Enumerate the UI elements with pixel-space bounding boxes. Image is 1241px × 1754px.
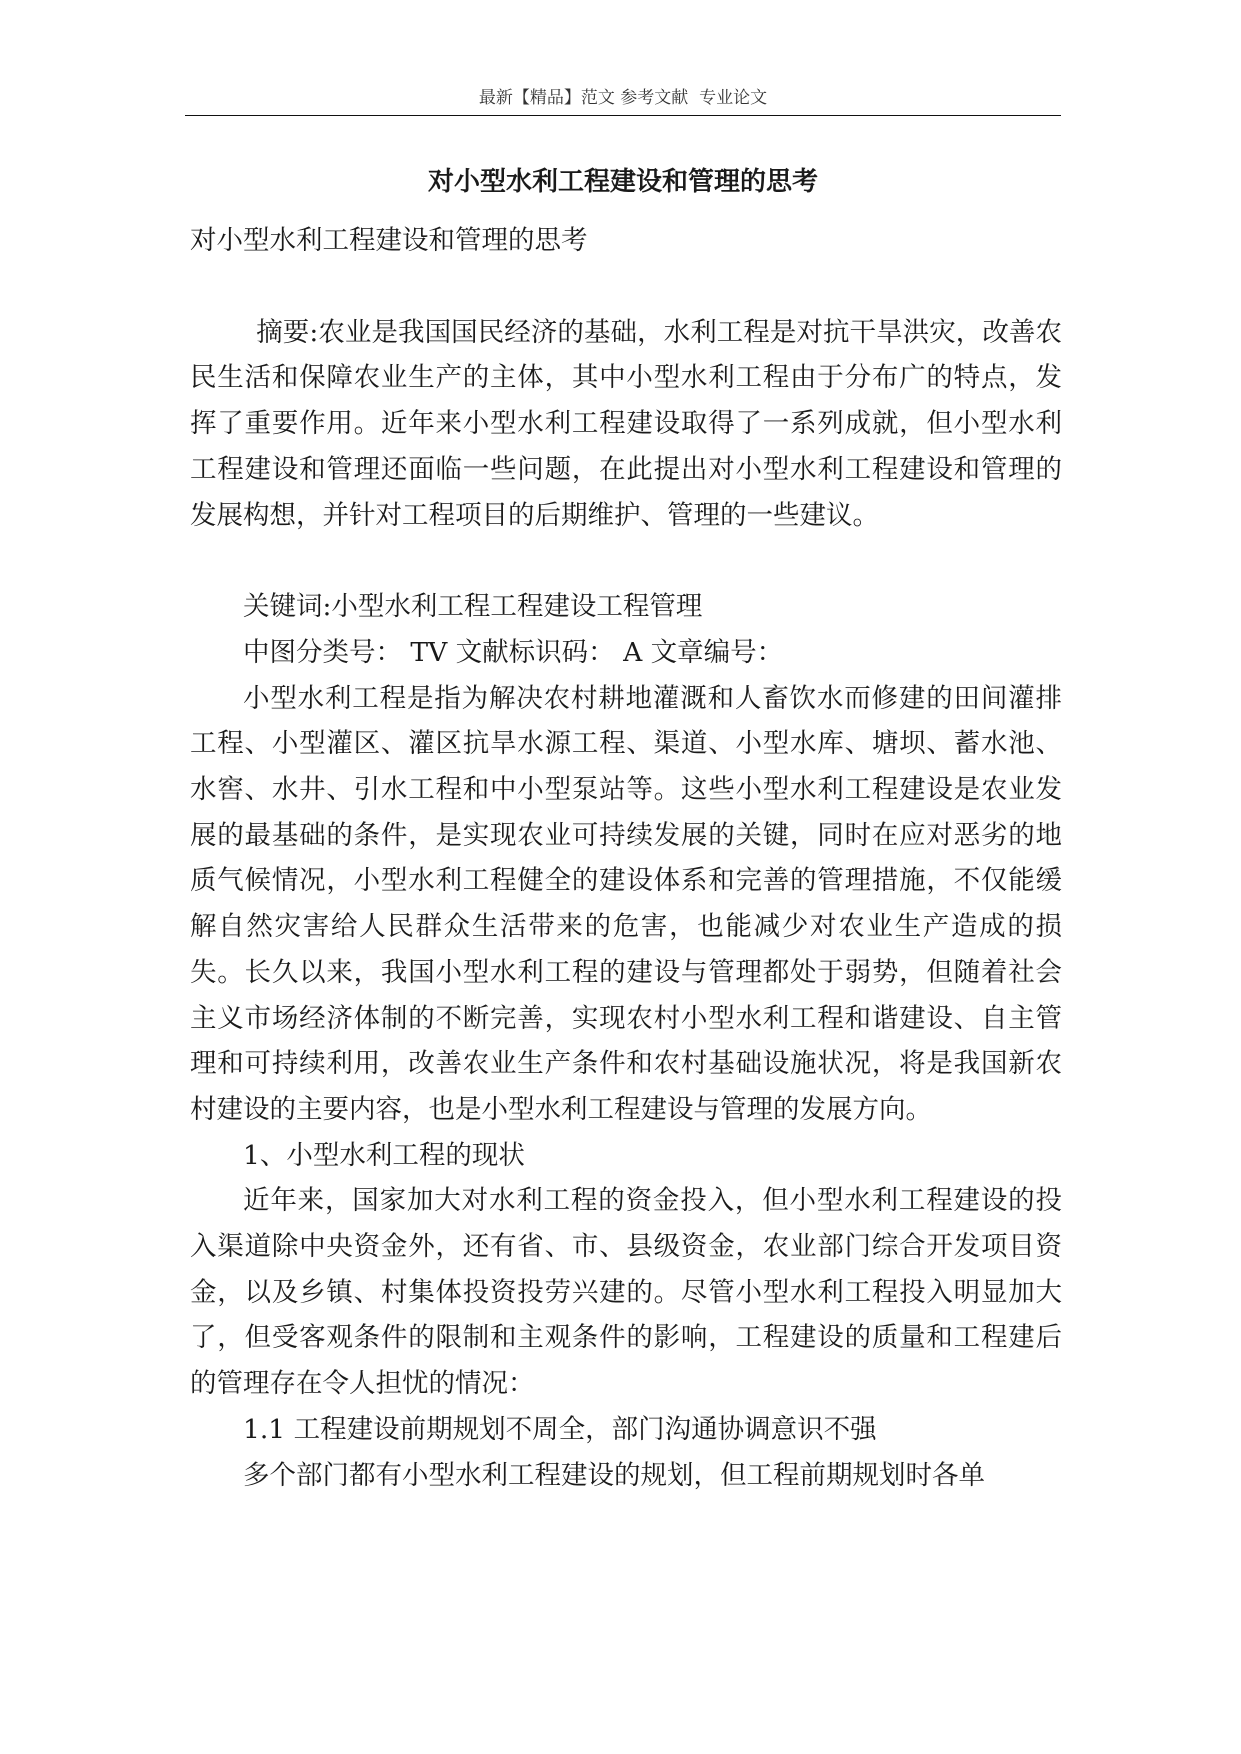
header-divider — [185, 115, 1061, 116]
document-title: 对小型水利工程建设和管理的思考 — [427, 167, 818, 197]
subsection-heading: 1.1 工程建设前期规划不周全，部门沟通协调意识不强 — [243, 1413, 877, 1445]
document-body — [190, 218, 1062, 1498]
classification-line: 中图分类号： TV 文献标识码： A 文章编号： — [243, 636, 784, 668]
body-paragraph: 近年来，国家加大对水利工程的资金投入，但小型水利工程建设的投入渠道除中央资金外，还有省、市、县级资金，农业部门综合开发项目资金，以及乡镇、村集体投资投劳兴建的。尽管小型水利工程投入明显加大了，但受客观条件的限制和主观条件的影响，工程建设的质量和工程建后的管理存在令人担忧的情况： — [190, 1185, 1062, 1400]
document-subtitle: 对小型水利工程建设和管理的思考 — [190, 225, 588, 256]
abstract-paragraph: 摘要:农业是我国国民经济的基础，水利工程是对抗干旱洪灾，改善农民生活和保障农业生产的主体，其中小型水利工程由于分布广的特点，发挥了重要作用。近年来小型水利工程建设取得了一系列成就，但小型水利工程建设和管理还面临一些问题，在此提出对小型水利工程建设和管理的发展构想，并针对工程项目的后期维护、管理的一些建议。 — [190, 316, 1062, 531]
running-header: 最新【精品】范文 参考文献 专业论文 — [478, 88, 768, 108]
keywords-line: 关键词:小型水利工程工程建设工程管理 — [243, 591, 703, 623]
body-paragraph: 小型水利工程是指为解决农村耕地灌溉和人畜饮水而修建的田间灌排工程、小型灌区、灌区抗旱水源工程、渠道、小型水库、塘坝、蓄水池、水窖、水井、引水工程和中小型泵站等。这些小型水利工程建设是农业发展的最基础的条件，是实现农业可持续发展的关键，同时在应对恶劣的地质气候情况，小型水利工程健全的建设体系和完善的管理措施，不仅能缓解自然灾害给人民群众生活带来的危害，也能减少对农业生产造成的损失。长久以来，我国小型水利工程的建设与管理都处于弱势，但随着社会主义市场经济体制的不断完善，实现农村小型水利工程和谐建设、自主管理和可持续利用，改善农业生产条件和农村基础设施状况，将是我国新农村建设的主要内容，也是小型水利工程建设与管理的发展方向。 — [190, 682, 1062, 1125]
section-heading: 1、小型水利工程的现状 — [243, 1139, 525, 1171]
body-paragraph: 多个部门都有小型水利工程建设的规划，但工程前期规划时各单 — [243, 1459, 985, 1491]
